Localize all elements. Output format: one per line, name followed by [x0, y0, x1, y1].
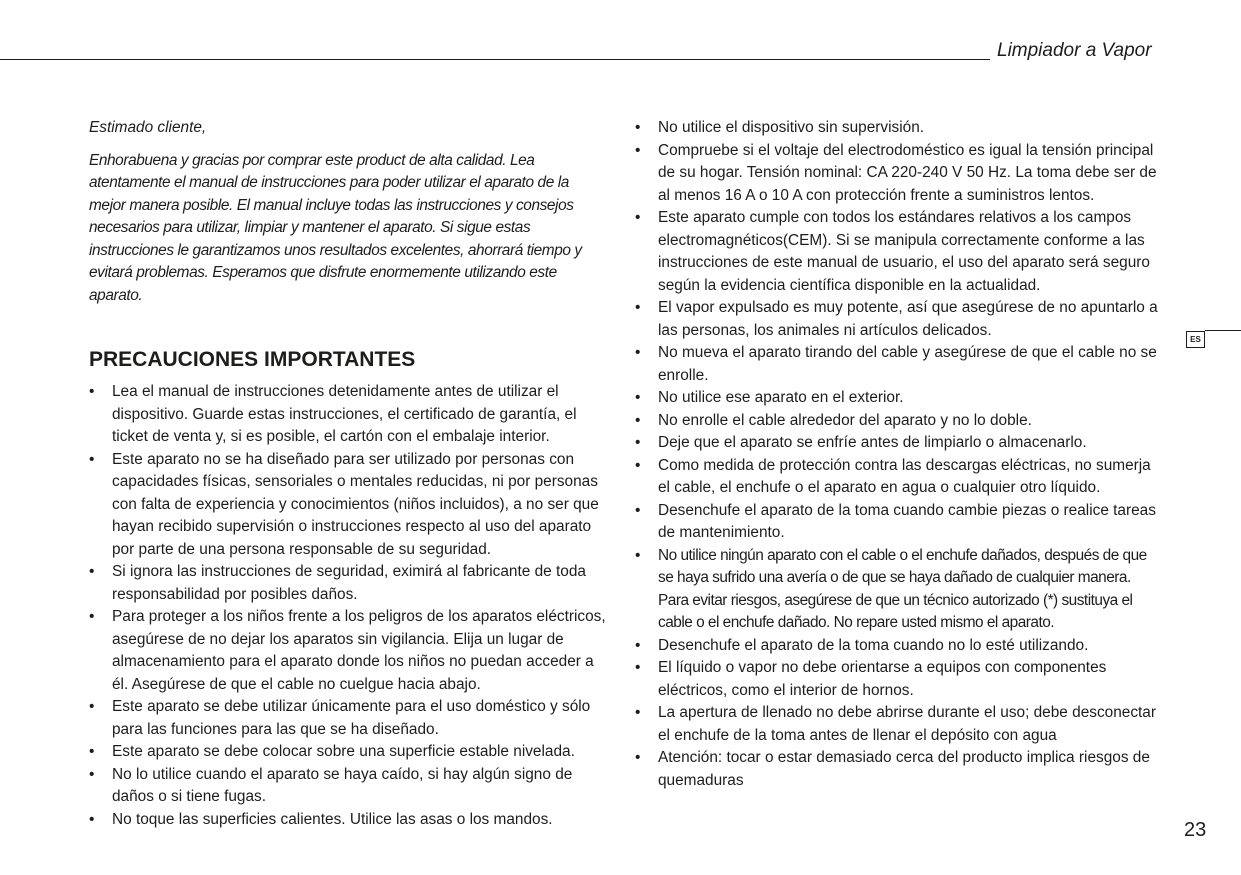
list-item: • No utilice ningún aparato con el cable o el enchufe dañados, después de que se haya sufrido una avería o de que se haya dañado de cualquier manera. Para evitar riesgos, asegúrese de que un técnico autorizado (*) sustituya el cable o el enchufe dañado. No repare usted mismo el aparato.: [635, 545, 1160, 635]
list-item: • Desenchufe el aparato de la toma cuando cambie piezas o realice tareas de mantenimiento.: [635, 500, 1160, 545]
section-heading: PRECAUCIONES IMPORTANTES: [89, 348, 416, 371]
list-item: • El vapor expulsado es muy potente, así que asegúrese de no apuntarlo a las personas, los animales ni artículos delicados.: [635, 297, 1160, 342]
list-item: • No toque las superficies calientes. Utilice las asas o los mandos.: [89, 809, 609, 832]
list-item: • Lea el manual de instrucciones detenidamente antes de utilizar el dispositivo. Guarde estas instrucciones, el certificado de garantía, el ticket de venta y, si es posible, el cartón con el embalaje interior.: [89, 381, 609, 449]
list-item: • No utilice ese aparato en el exterior.: [635, 387, 1160, 410]
list-item: • Compruebe si el voltaje del electrodoméstico es igual la tensión principal de su hogar. Tensión nominal: CA 220-240 V 50 Hz. La toma debe ser de al menos 16 A o 10 A con protección frente a suministros lentos.: [635, 140, 1160, 208]
list-item: • No lo utilice cuando el aparato se haya caído, si hay algún signo de daños o si tiene fugas.: [89, 764, 609, 809]
list-item: • Como medida de protección contra las descargas eléctricas, no sumerja el cable, el enchufe o el aparato en agua o cualquier otro líquido.: [635, 455, 1160, 500]
list-item: • Atención: tocar o estar demasiado cerca del producto implica riesgos de quemaduras: [635, 747, 1160, 792]
list-item: • No utilice el dispositivo sin supervisión.: [635, 117, 1160, 140]
greeting: Estimado cliente,: [89, 119, 207, 136]
language-tab: ES: [1186, 331, 1205, 348]
right-column: [635, 117, 1160, 792]
intro-paragraph: Enhorabuena y gracias por comprar este product de alta calidad. Lea atentamente el manual de instrucciones para poder utilizar el aparato de la mejor manera posible. El manual incluye todas las instrucciones y consejos necesarios para utilizar, limpiar y mantener el aparato. Si sigue estas instrucciones le garantizamos unos resultados excelentes, ahorrará tiempo y evitará problemas. Esperamos que disfrute enormemente utilizando este aparato.: [89, 151, 582, 304]
list-item: • Desenchufe el aparato de la toma cuando no lo esté utilizando.: [635, 635, 1160, 658]
list-item: • Este aparato se debe utilizar únicamente para el uso doméstico y sólo para las funciones para las que se ha diseñado.: [89, 696, 609, 741]
list-item: • No mueva el aparato tirando del cable y asegúrese de que el cable no se enrolle.: [635, 342, 1160, 387]
page-number: 23: [1184, 819, 1207, 841]
precautions-list-left: [89, 381, 609, 831]
list-item: • Si ignora las instrucciones de seguridad, eximirá al fabricante de toda responsabilidad por posibles daños.: [89, 561, 609, 606]
list-item: • Deje que el aparato se enfríe antes de limpiarlo o almacenarlo.: [635, 432, 1160, 455]
list-item: • Este aparato se debe colocar sobre una superficie estable nivelada.: [89, 741, 609, 764]
header-title: Limpiador a Vapor: [997, 40, 1152, 61]
list-item: • El líquido o vapor no debe orientarse a equipos con componentes eléctricos, como el interior de hornos.: [635, 657, 1160, 702]
list-item: • Para proteger a los niños frente a los peligros de los aparatos eléctricos, asegúrese de no dejar los aparatos sin vigilancia. Elija un lugar de almacenamiento para el aparato donde los niños no puedan acceder a él. Asegúrese de que el cable no cuelgue hacia abajo.: [89, 606, 609, 696]
precautions-list-right: [635, 117, 1160, 792]
list-item: • No enrolle el cable alrededor del aparato y no lo doble.: [635, 410, 1160, 433]
left-column: [89, 117, 609, 831]
list-item: • La apertura de llenado no debe abrirse durante el uso; debe desconectar el enchufe de la toma antes de llenar el depósito con agua: [635, 702, 1160, 747]
list-item: • Este aparato cumple con todos los estándares relativos a los campos electromagnéticos(CEM). Si se manipula correctamente conforme a las instrucciones de este manual de usuario, el uso del aparato será seguro según la evidencia científica disponible en la actualidad.: [635, 207, 1160, 297]
list-item: • Este aparato no se ha diseñado para ser utilizado por personas con capacidades físicas, sensoriales o mentales reducidas, ni por personas con falta de experiencia y conocimientos (niños incluidos), a no ser que hayan recibido supervisión o instrucciones respecto al uso del aparato por parte de una persona responsable de su seguridad.: [89, 449, 609, 562]
header-rule: [0, 59, 990, 60]
language-tab-rule: [1205, 330, 1241, 331]
